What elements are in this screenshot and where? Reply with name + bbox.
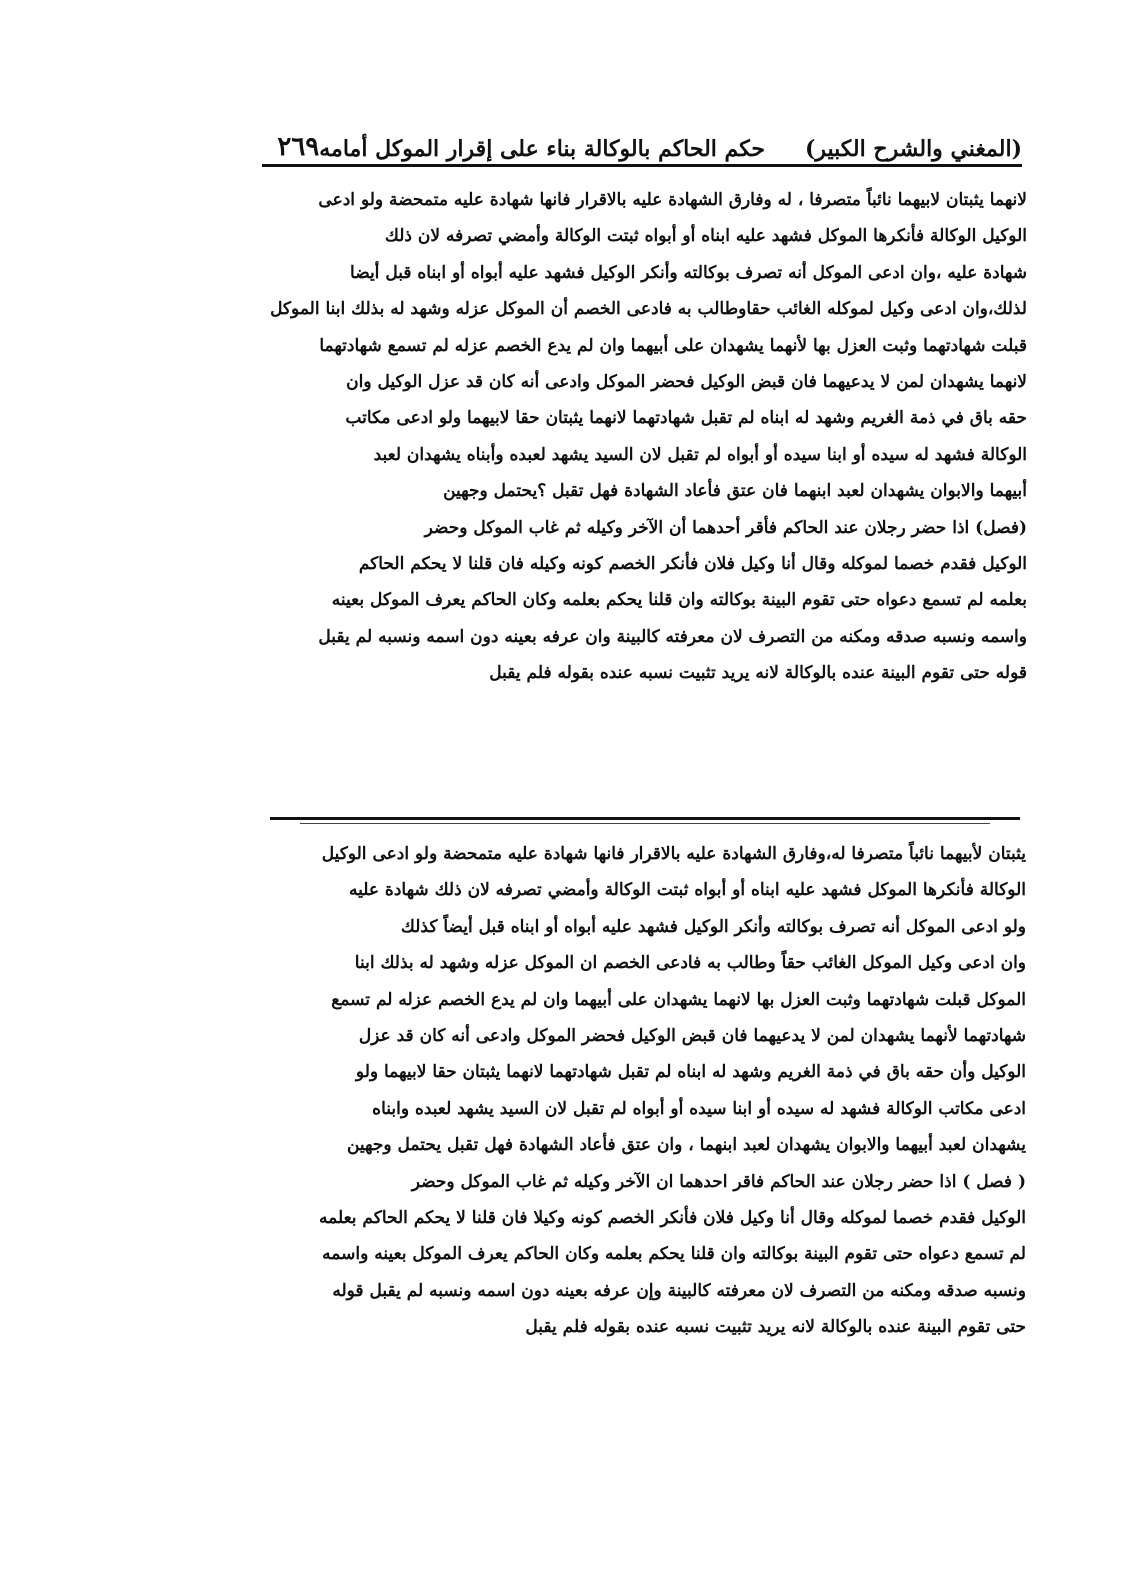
section-title: حكم الحاكم بالوكالة بناء على إقرار الموكل أمامه bbox=[319, 136, 765, 162]
text-line: لانهما يثبتان لابيهما نائباً متصرفا ، له وفارق الشهادة عليه بالاقرار فانها شهادة عليه متمحضة ولو ادعى bbox=[318, 190, 1027, 210]
header-rule bbox=[262, 164, 1022, 167]
text-line: حتى تقوم البينة عنده بالوكالة لانه يريد تثبيت نسبه عنده بقوله فلم يقبل bbox=[525, 1317, 1026, 1338]
section-divider bbox=[270, 817, 1020, 820]
text-line: يشهدان لعبد أبيهما والابوان يشهدان لعبد ابنهما ، وان عتق فأعاد الشهادة فهل تقبل يحتمل وجهين bbox=[346, 1135, 1026, 1156]
text-line: شهادة عليه ،وان ادعى الموكل أنه تصرف بوكالته وأنكر الوكيل فشهد عليه أبواه أو ابناه قبل أيضا bbox=[350, 262, 1027, 283]
text-line: واسمه ونسبه صدقه ومكنه من التصرف لان معرفته كالبينة وان عرفه بعينه دون اسمه ونسبه لم يقبل bbox=[318, 626, 1027, 647]
section-divider-thin bbox=[300, 823, 990, 824]
text-line: لذلك،وان ادعى وكيل لموكله الغائب حقاوطالب به فادعى الخصم أن الموكل عزله وشهد له بذلك ابنا الموكل bbox=[270, 299, 1027, 320]
text-line: شهادتهما لأنهما يشهدان لمن لا يدعيهما فان قبض الوكيل فحضر الموكل وادعى أنه كان قد عزل bbox=[358, 1025, 1026, 1046]
text-line: وان ادعى وكيل الموكل الغائب حقاً وطالب به فادعى الخصم ان الموكل عزله وشهد له بذلك ابنا bbox=[354, 953, 1026, 974]
text-line: أبيهما والابوان يشهدان لعبد ابنهما فان عتق فأعاد الشهادة فهل تقبل ؟يحتمل وجهين bbox=[443, 481, 1027, 502]
book-title: (المغني والشرح الكبير) bbox=[804, 136, 1022, 162]
text-line: لانهما يشهدان لمن لا يدعيهما فان قبض الوكيل فحضر الموكل وادعى أنه كان قد عزل الوكيل وان bbox=[346, 371, 1027, 392]
text-line: لم تسمع دعواه حتى تقوم البينة بوكالته وان قلنا يحكم بعلمه وكان الحاكم يعرف الموكل بعينه واسمه bbox=[322, 1244, 1026, 1265]
text-line: يثبتان لأبيهما نائباً متصرفا له،وفارق الشهادة عليه بالاقرار فانها شهادة عليه متمحضة ولو ادعى الوكيل bbox=[321, 844, 1026, 864]
upper-text-block bbox=[252, 182, 1027, 691]
text-line: الوكالة فشهد له سيده أو ابنا سيده أو أبواه لم تقبل لان السيد يشهد لعبده وأبناه يشهدان لعبد bbox=[373, 444, 1027, 465]
text-line: الوكالة فأنكرها الموكل فشهد عليه ابناه أو أبواه ثبتت الوكالة وأمضي تصرفه لان ذلك شهادة عليه bbox=[349, 880, 1026, 901]
text-line: ونسبه صدقه ومكنه من التصرف لان معرفته كالبينة وإن عرفه بعينه دون اسمه ونسبه لم يقبل قوله bbox=[332, 1280, 1026, 1301]
text-line: الوكيل الوكالة فأنكرها الموكل فشهد عليه ابناه أو أبواه ثبتت الوكالة وأمضي تصرفه لان ذلك bbox=[384, 226, 1027, 247]
text-line: (فصل) اذا حضر رجلان عند الحاكم فأقر أحدهما أن الآخر وكيله ثم غاب الموكل وحضر bbox=[424, 517, 1027, 538]
text-line: قوله حتى تقوم البينة عنده بالوكالة لانه يريد تثبيت نسبه عنده بقوله فلم يقبل bbox=[489, 663, 1027, 684]
text-line: قبلت شهادتهما وثبت العزل بها لأنهما يشهدان على أبيهما وان لم يدع الخصم عزله لم تسمع شهادتهما bbox=[319, 335, 1027, 356]
text-line: بعلمه لم تسمع دعواه حتى تقوم البينة بوكالته وان قلنا يحكم بعلمه وكان الحاكم يعرف الموكل بعينه bbox=[331, 590, 1027, 611]
page-number: ٢٦٩ bbox=[277, 132, 320, 162]
text-line: الموكل قبلت شهادتهما وثبت العزل بها لانهما يشهدان على أبيهما وان لم يدع الخصم عزله لم تسمع bbox=[331, 989, 1026, 1010]
text-line: حقه باق في ذمة الغريم وشهد له ابناه لم تقبل شهادتهما لانهما يثبتان حقا لابيهما ولو ادعى مكاتب bbox=[345, 408, 1027, 429]
text-line: الوكيل فقدم خصما لموكله وقال أنا وكيل فلان فأنكر الخصم كونه وكيلا فان قلنا لا يحكم الحاكم بعلمه bbox=[319, 1207, 1026, 1228]
page-header bbox=[262, 122, 1022, 162]
text-line: الوكيل وأن حقه باق في ذمة الغريم وشهد له ابناه لم تقبل شهادتهما لانهما يثبتان حقا لابيهما ولو bbox=[355, 1062, 1026, 1083]
text-line: ادعى مكاتب الوكالة فشهد له سيده أو ابنا سيده أو أبواه لم تقبل لان السيد يشهد لعبده وابناه bbox=[372, 1098, 1026, 1119]
lower-text-block bbox=[256, 836, 1026, 1345]
text-line: الوكيل فقدم خصما لموكله وقال أنا وكيل فلان فأنكر الخصم كونه وكيله فان قلنا لا يحكم الحاكم bbox=[358, 553, 1027, 574]
text-line: ولو ادعى الموكل أنه تصرف بوكالته وأنكر الوكيل فشهد عليه أبواه أو ابناه قبل أيضاً كذلك bbox=[400, 916, 1026, 937]
text-line: ( فصل ) اذا حضر رجلان عند الحاكم فاقر احدهما ان الآخر وكيله ثم غاب الموكل وحضر bbox=[411, 1171, 1026, 1192]
